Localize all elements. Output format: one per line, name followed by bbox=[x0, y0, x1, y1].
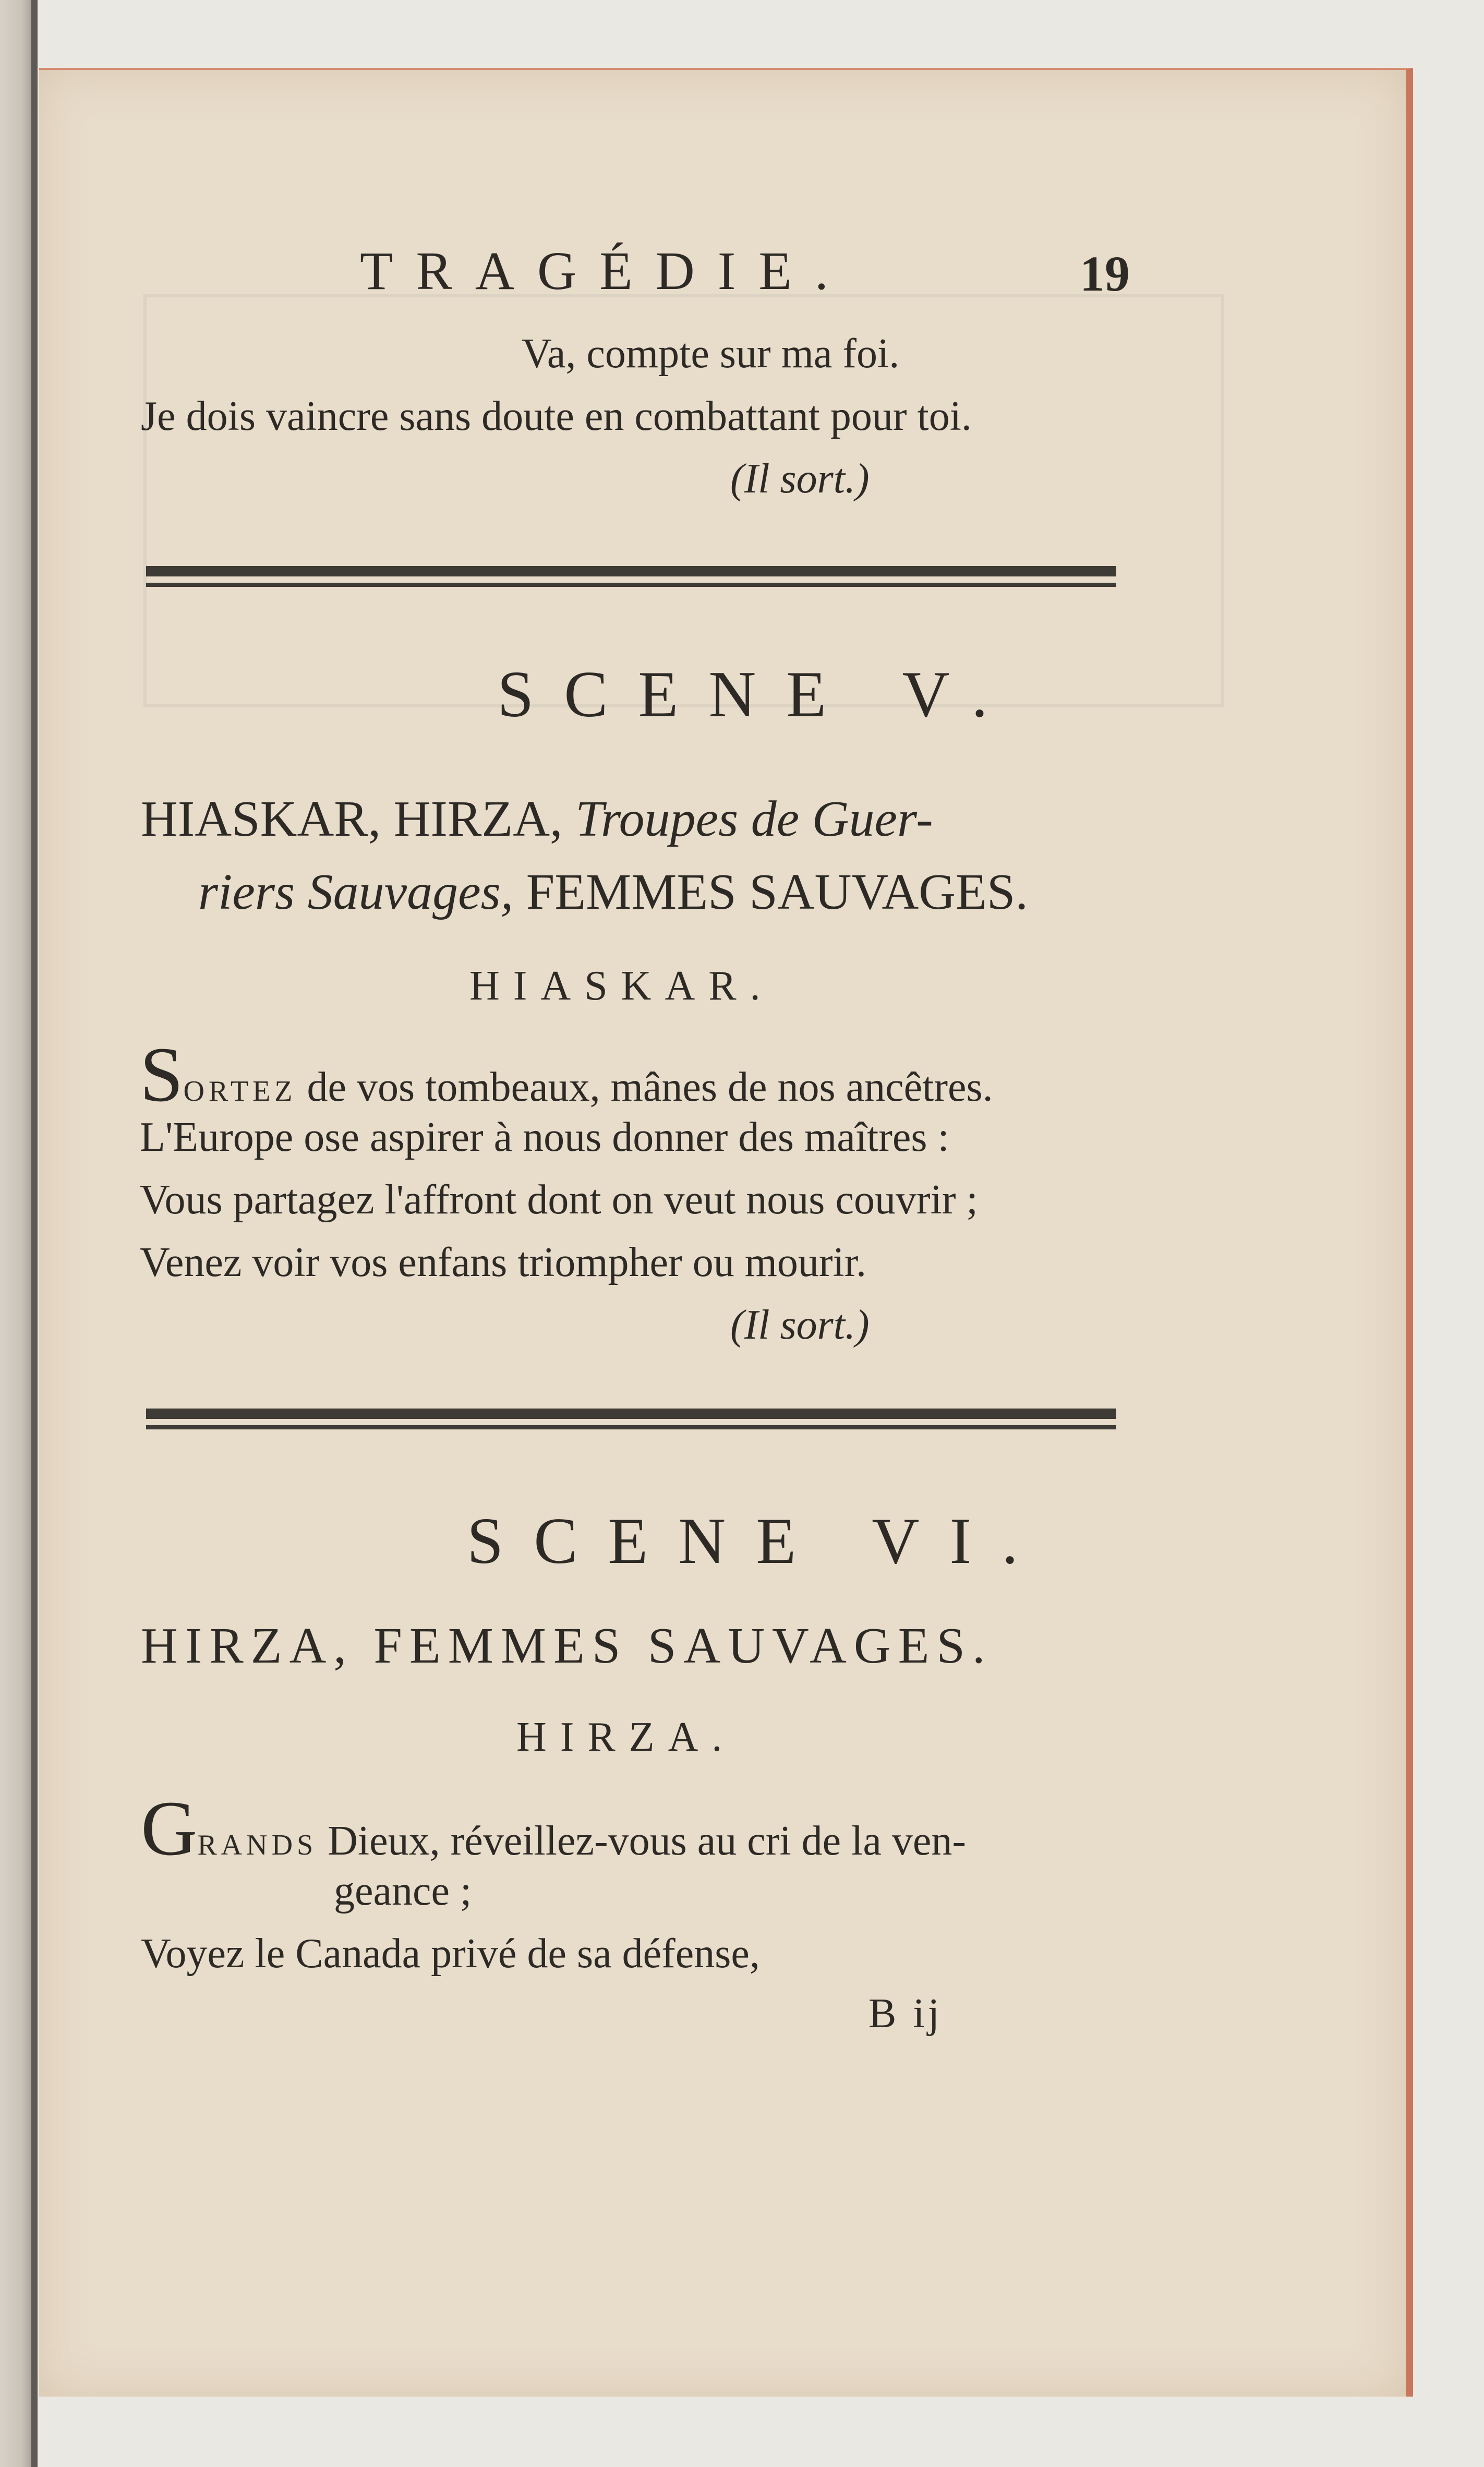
scene-heading: SCENE V. bbox=[497, 658, 1018, 731]
stage-direction-text: (Il sort.) bbox=[730, 1302, 870, 1348]
verse-line: Va, compte sur ma foi. bbox=[522, 331, 900, 377]
speaker-name: HIASKAR. bbox=[469, 963, 774, 1009]
stage-direction bbox=[730, 1299, 870, 1351]
character-list bbox=[141, 785, 933, 853]
signature-mark: B ij bbox=[868, 1991, 943, 2037]
verse-line: Je dois vaincre sans doute en combattant pour toi. bbox=[141, 393, 972, 439]
character-names: FEMMES SAUVAGES. bbox=[526, 864, 1028, 920]
spine-edge bbox=[31, 0, 38, 2467]
verse-line-continued: geance ; bbox=[334, 1868, 472, 1914]
character-list-continued bbox=[198, 858, 1028, 926]
character-list: HIRZA, FEMMES SAUVAGES. bbox=[141, 1618, 993, 1674]
stage-direction-text: (Il sort.) bbox=[730, 456, 870, 502]
verse-text: Dieux, réveillez-vous au cri de la ven- bbox=[328, 1818, 967, 1864]
verse-line bbox=[140, 1031, 993, 1118]
verse-line bbox=[141, 1785, 967, 1872]
page-number: 19 bbox=[1080, 246, 1130, 302]
verse-line: L'Europe ose aspirer à nous donner des maîtres : bbox=[140, 1114, 949, 1160]
speaker-name: HIRZA. bbox=[516, 1714, 736, 1760]
small-caps-word: RANDS bbox=[197, 1829, 318, 1861]
verse-line: Venez voir vos enfans triompher ou mourir. bbox=[140, 1239, 867, 1285]
running-head-title: TRAGÉDIE. bbox=[360, 241, 851, 301]
character-description: riers Sauvages, bbox=[198, 864, 514, 920]
scene-heading: SCENE VI. bbox=[467, 1505, 1048, 1578]
character-description: Troupes de Guer- bbox=[575, 791, 933, 847]
drop-capital: S bbox=[140, 1031, 184, 1118]
verse-line: Vous partagez l'affront dont on veut nous couvrir ; bbox=[140, 1177, 978, 1223]
running-head bbox=[0, 240, 1484, 303]
character-names: HIASKAR, HIRZA, bbox=[141, 791, 563, 847]
verse-line: Voyez le Canada privé de sa défense, bbox=[141, 1931, 760, 1977]
scene-divider-rule bbox=[146, 566, 1116, 587]
drop-capital: G bbox=[141, 1785, 198, 1872]
scene-divider-rule bbox=[146, 1409, 1116, 1429]
stage-direction bbox=[730, 453, 870, 505]
small-caps-word: ORTEZ bbox=[183, 1075, 297, 1108]
verse-text: de vos tombeaux, mânes de nos ancêtres. bbox=[307, 1064, 993, 1110]
